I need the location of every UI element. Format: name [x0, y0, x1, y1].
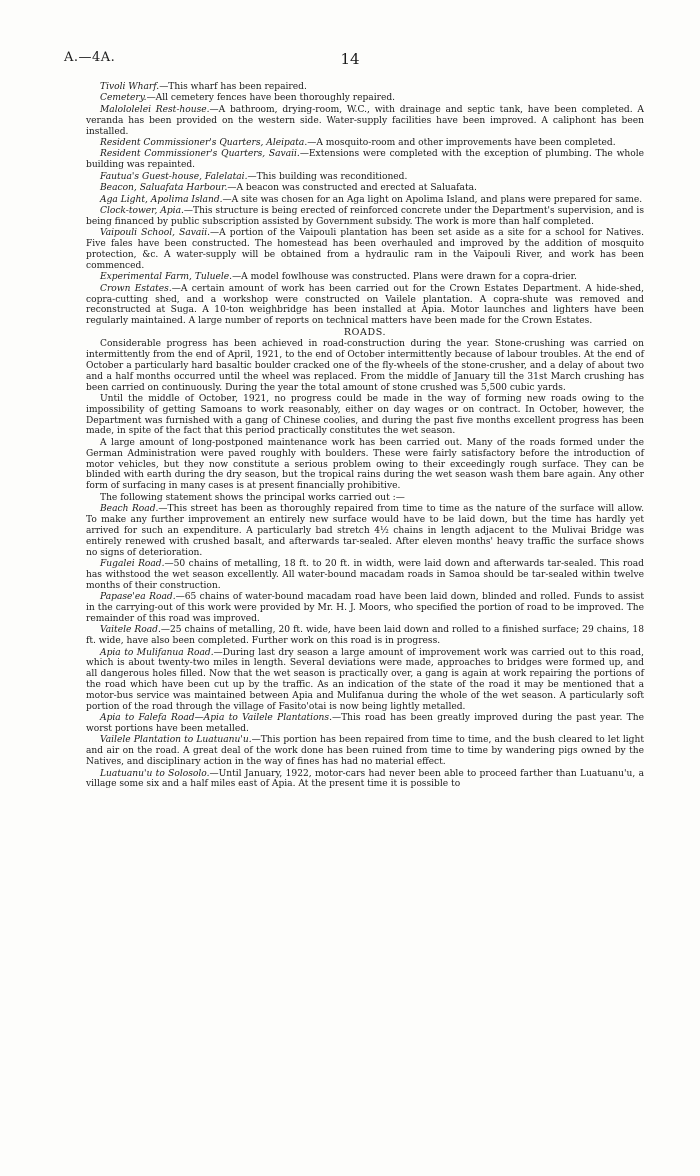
paragraph-text: —This structure is being erected of reinforced concrete under the Department's supervision, and is being financed by public subscription assisted by Government subsidy. The work is more than half completed.: [86, 206, 644, 227]
paragraph-text: —A site was chosen for an Aga light on Apolima Island, and plans were prepared for same.: [222, 194, 643, 205]
paragraph: [86, 504, 644, 558]
paragraph-text: —25 chains of metalling, 20 ft. wide, have been laid down and rolled to a finished surface; 29 chains, 18 ft. wide, have also been completed. Further work on this road is in progress.: [86, 625, 644, 647]
paragraph-text: —A beacon was constructed and erected at Saluafata.: [227, 183, 477, 194]
page-header: [64, 50, 636, 70]
paragraph-text: —50 chains of metalling, 18 ft. to 20 ft. in width, were laid down and afterwards tar-sealed. This road has withstood the wet season excellently. All water-bound macadam roads in Samoa should be tar-sealed within twelve months of their construction.: [86, 558, 644, 591]
paragraph-title: Malololelei Rest-house.: [100, 104, 210, 115]
paragraph: [86, 648, 644, 713]
paragraph: [86, 592, 644, 625]
paragraph-text: —A mosquito-room and other improvements have been completed.: [307, 138, 616, 148]
paragraph: [86, 394, 644, 437]
paragraph-text: —A bathroom, drying-room, W.C., with drainage and septic tank, have been completed. A veranda has been provided on the western side. Water-supply facilities have been improved. A caliphont has been installed.: [86, 104, 644, 137]
paragraph-title: Clock-tower, Apia.: [100, 206, 184, 217]
paragraph: [86, 172, 644, 183]
paragraph: [86, 735, 644, 768]
paragraph-text: —65 chains of water-bound macadam road have been laid down, blinded and rolled. Funds to assist in the carrying-out of this work were provided by Mr. H. J. Moors, who specified the portion of road to be improved. The remainder of this road was improved.: [86, 592, 644, 624]
paragraph: [86, 93, 644, 104]
paragraph-text: Considerable progress has been achieved in road-construction during the year. Stone-crushing was carried on intermittently from the end of April, 1921, to the end of October intermittently because of labour troubles. At the end of October a particularly hard basaltic boulder cracked one of the fly-wheels of the stone-crusher, and a delay of about two and a half months occurred until the wheel was replaced. From the middle of January till the 31st March crushing has been carried on continuously. During the year the total amount of stone crushed was 5,500 cubic yards.: [86, 339, 644, 393]
section-heading-roads: ROADS.: [343, 326, 387, 338]
paragraph: [86, 559, 644, 592]
paragraph-text: —This road has been greatly improved during the past year. The worst portions have been metalled.: [86, 713, 644, 734]
paragraph: [86, 713, 644, 735]
paragraph-text: —This portion has been repaired from time to time, and the bush cleared to let light and air on the road. A great deal of the work done has been ruined from time to time by wandering pigs owned by the Natives, and disciplinary action in the way of fines has had no material effect.: [86, 735, 644, 768]
paragraph: [86, 284, 644, 327]
paragraph-title: Tivoli Wharf.: [100, 82, 160, 92]
paragraph-text: —This building was reconditioned.: [247, 171, 408, 182]
paragraph-text: —This street has been as thoroughly repaired from time to time as the nature of the surface will allow. To make any further improvement an entirely new surface would have to be laid down, but the time has hardly yet arrived for such an expenditure. A particularly bad stretch 4½ chains in length adjacent to the Mulivai Bridge was entirely renewed with crushed basalt, and afterwards tar-sealed. After eleven months' heavy traffic the surface shows no signs of deterioration.: [86, 504, 644, 558]
paragraph-title: Vaipouli School, Savaii.: [100, 228, 211, 239]
paragraph-title: Resident Commissioner's Quarters, Aleipata.: [100, 138, 308, 148]
paragraph-title: Aga Light, Apolima Island.: [100, 194, 223, 205]
paragraph-title: Vailele Plantation to Luatuanu'u.: [100, 735, 252, 746]
paragraph: [86, 195, 644, 206]
paragraph-title: Luatuanu'u to Solosolo.: [100, 768, 210, 779]
page-number: 14: [340, 50, 360, 68]
paragraph-title: Apia to Mulifanua Road.: [100, 647, 214, 658]
paragraph-title: Crown Estates.: [100, 283, 172, 294]
paragraph-text: Until the middle of October, 1921, no progress could be made in the way of forming new roads owing to the impossibility of getting Samoans to work reasonably, either on day wages or on contract. In October, however, the Department was furnished with a gang of Chinese coolies, and during the past five months excellent progress has been made, in spite of the fact that this period practically constitutes the wet season.: [86, 393, 644, 437]
paragraph: [86, 82, 644, 93]
paragraph: [86, 149, 644, 171]
paragraph-text: —Until January, 1922, motor-cars had never been able to proceed farther than Luatuanu'u, a village some six and a half miles east of Apia. At the present time it is possible to: [86, 768, 645, 790]
paragraph: [86, 105, 644, 138]
paragraph-text: —During last dry season a large amount of improvement work was carried out to this road, which is about twenty-two miles in length. Several deviations were made, approaches to bridges were formed up, and all dangerous holes filled. Now that the wet season is practically over, a gang is again at work repairing the portions of the road which have been cut up by the traffic. As an indication of the state of the road it may be mentioned that a motor-bus service was maintained between Apia and Mulifanua during the whole of the wet season. A particularly soft portion of the road through the village of Fasito'otai is now being lightly metalled.: [86, 647, 644, 712]
paragraph-title: Experimental Farm, Tuluele.: [100, 272, 233, 283]
paragraph-text: The following statement shows the principal works carried out :—: [100, 492, 405, 503]
paragraph-title: Beach Road.: [100, 504, 159, 515]
paragraph: [86, 272, 644, 283]
roads-section: [86, 339, 644, 790]
paragraph-title: Beacon, Saluafata Harbour.: [100, 183, 228, 194]
paragraph-title: Papase'ea Road.: [100, 592, 176, 603]
paragraph: [86, 183, 644, 194]
paragraph: [86, 493, 644, 504]
paragraph: [86, 206, 644, 228]
paragraph-title: Vaitele Road.: [100, 625, 161, 636]
paragraph-title: Fugalei Road.: [100, 558, 165, 569]
paragraph-text: —Extensions were completed with the exception of plumbing. The whole building was repainted.: [86, 149, 644, 171]
paragraph: [86, 228, 644, 271]
paragraph: [86, 625, 644, 647]
document-reference: A.—4A.: [64, 50, 116, 65]
public-works-section: [86, 82, 644, 327]
document-body: [86, 82, 644, 791]
paragraph-text: —A model fowlhouse was constructed. Plans were drawn for a copra-drier.: [232, 272, 577, 283]
paragraph-text: A large amount of long-postponed maintenance work has been carried out. Many of the roads formed under the German Administration were paved roughly with boulders. These were fairly satisfactory before the introduction of motor vehicles, but they now constitute a serious problem owing to their exceedingly rough surface. They can be blinded with earth during the dry season, but the tropical rains during the wet season wash them bare again. Any other form of surfacing in many cases is at present financially prohibitive.: [86, 437, 644, 492]
paragraph-text: —A certain amount of work has been carried out for the Crown Estates Department. A hide-shed, copra-cutting shed, and a workshop were constructed on Vailele plantation. A copra-shute was removed and reconstructed at Suga. A 10-ton weighbridge has been installed at Apia. Motor launches and lighters have been regularly maintained. A large number of reports on technical matters have been made for the Crown Estates.: [86, 283, 644, 327]
paragraph: [86, 138, 644, 149]
paragraph-text: —A portion of the Vaipouli plantation has been set aside as a site for a school for Natives. Five fales have been constructed. The homestead has been overhauled and improved by the addition of mosquito protection, &c. A water-supply will be obtained from a hydraulic ram in the Vaipouli River, and work has been commenced.: [86, 228, 644, 271]
paragraph: [86, 339, 644, 393]
paragraph-title: Apia to Falefa Road—Apia to Vailele Plantations.: [100, 713, 332, 724]
paragraph: [86, 769, 644, 791]
paragraph-text: —This wharf has been repaired.: [159, 82, 307, 92]
paragraph-title: Fautua's Guest-house, Falelatai.: [100, 171, 248, 182]
paragraph-title: Cemetery.: [100, 93, 147, 104]
paragraph-text: —All cemetery fences have been thoroughly repaired.: [146, 93, 396, 104]
paragraph: [86, 438, 644, 492]
paragraph-title: Resident Commissioner's Quarters, Savaii.: [100, 149, 300, 160]
